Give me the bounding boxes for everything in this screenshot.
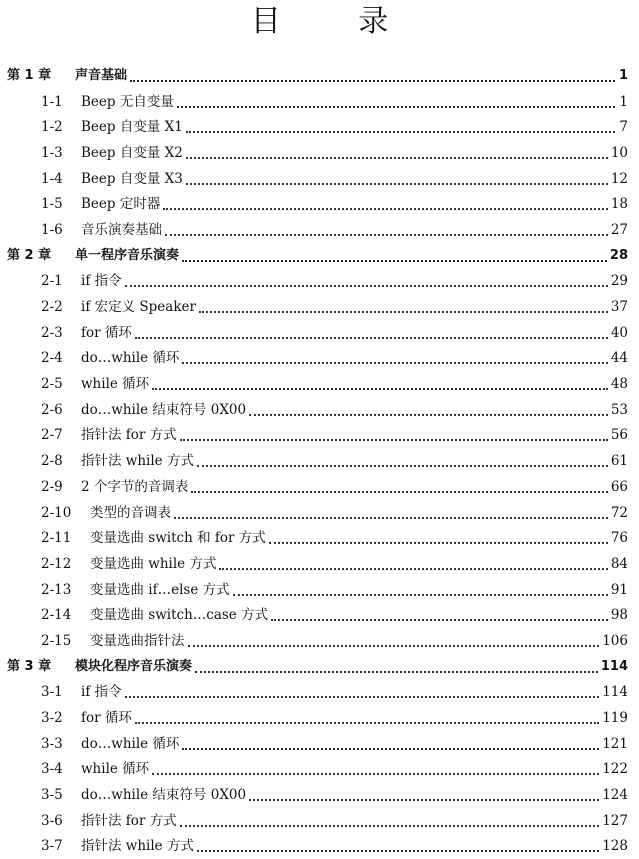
- entry-page-number: 37: [610, 299, 628, 316]
- toc-section-entry[interactable]: [0, 371, 639, 397]
- entry-number: 2-7: [41, 427, 63, 444]
- toc-section-entry[interactable]: [0, 705, 639, 731]
- dot-leader: [197, 465, 608, 467]
- entry-number: 3-6: [41, 812, 63, 829]
- entry-title: if 指令: [81, 684, 122, 701]
- entry-page-number: 61: [610, 453, 628, 470]
- dot-leader: [182, 260, 607, 262]
- toc-section-entry[interactable]: [0, 423, 639, 449]
- toc-section-entry[interactable]: [0, 448, 639, 474]
- entry-number: 2-9: [41, 478, 63, 495]
- entry-number: 3-5: [41, 787, 63, 804]
- dot-leader: [186, 183, 608, 185]
- entry-title: 模块化程序音乐演奏: [75, 658, 193, 674]
- entry-page-number: 1: [619, 93, 628, 110]
- entry-page-number: 72: [610, 504, 628, 521]
- toc-section-entry[interactable]: [0, 577, 639, 603]
- entry-page-number: 127: [602, 812, 628, 829]
- dot-leader: [152, 773, 599, 775]
- entry-page-number: 1: [618, 67, 628, 83]
- dot-leader: [197, 850, 599, 852]
- entry-page-number: 124: [602, 787, 628, 804]
- entry-title: 指针法 for 方式: [81, 427, 177, 444]
- toc-section-entry[interactable]: [0, 500, 639, 526]
- dot-leader: [186, 157, 608, 159]
- entry-page-number: 48: [610, 376, 628, 393]
- dot-leader: [125, 285, 608, 287]
- entry-page-number: 98: [610, 607, 628, 624]
- entry-title: while 循环: [81, 761, 150, 778]
- entry-title: 音乐演奏基础: [81, 221, 162, 238]
- toc-section-entry[interactable]: [0, 602, 639, 628]
- entry-page-number: 40: [610, 324, 628, 341]
- entry-number: 2-6: [41, 401, 63, 418]
- table-of-contents: [0, 63, 639, 859]
- entry-page-number: 18: [610, 196, 628, 213]
- entry-number: 1-1: [41, 93, 63, 110]
- entry-title: do…while 结束符号 0X00: [81, 787, 247, 804]
- entry-title: while 循环: [81, 376, 150, 393]
- entry-number: 2-5: [41, 376, 63, 393]
- entry-number: 第 3 章: [7, 658, 52, 674]
- dot-leader: [249, 799, 599, 801]
- dot-leader: [180, 825, 600, 827]
- entry-title: 指针法 while 方式: [81, 838, 194, 855]
- entry-number: 2-4: [41, 350, 63, 367]
- entry-page-number: 106: [602, 632, 628, 649]
- entry-number: 2-11: [41, 530, 72, 547]
- entry-page-number: 121: [602, 735, 628, 752]
- entry-title: 变量选曲 switch…case 方式: [90, 607, 269, 624]
- toc-section-entry[interactable]: [0, 89, 639, 115]
- entry-page-number: 53: [610, 401, 628, 418]
- entry-page-number: 10: [610, 144, 628, 161]
- toc-chapter-entry[interactable]: [0, 654, 639, 680]
- entry-title: Beep 自变量 X2: [81, 144, 183, 161]
- entry-title: 类型的音调表: [90, 504, 171, 521]
- entry-page-number: 122: [602, 761, 628, 778]
- entry-number: 2-2: [41, 299, 63, 316]
- entry-title: 变量选曲 switch 和 for 方式: [90, 530, 266, 547]
- dot-leader: [182, 362, 607, 364]
- toc-section-entry[interactable]: [0, 191, 639, 217]
- entry-title: Beep 自变量 X1: [81, 119, 183, 136]
- toc-section-entry[interactable]: [0, 808, 639, 834]
- dot-leader: [135, 722, 599, 724]
- dot-leader: [182, 748, 599, 750]
- entry-number: 第 1 章: [7, 67, 52, 83]
- dot-leader: [135, 337, 608, 339]
- entry-number: 1-5: [41, 196, 63, 213]
- dot-leader: [152, 388, 608, 390]
- entry-page-number: 44: [610, 350, 628, 367]
- entry-title: 单一程序音乐演奏: [75, 247, 180, 263]
- entry-number: 3-2: [41, 710, 63, 727]
- entry-page-number: 56: [610, 427, 628, 444]
- entry-title: 变量选曲指针法: [90, 632, 185, 649]
- entry-page-number: 114: [600, 658, 628, 674]
- entry-number: 2-14: [41, 607, 72, 624]
- entry-number: 2-15: [41, 632, 72, 649]
- entry-title: for 循环: [81, 324, 132, 341]
- entry-title: do…while 循环: [81, 735, 180, 752]
- entry-number: 2-8: [41, 453, 63, 470]
- entry-title: Beep 自变量 X3: [81, 170, 183, 187]
- toc-section-entry[interactable]: [0, 114, 639, 140]
- dot-leader: [188, 645, 600, 647]
- dot-leader: [191, 491, 607, 493]
- toc-section-entry[interactable]: [0, 782, 639, 808]
- entry-number: 3-4: [41, 761, 63, 778]
- entry-title: 变量选曲 if…else 方式: [90, 581, 230, 598]
- entry-page-number: 12: [610, 170, 628, 187]
- entry-page-number: 7: [619, 119, 628, 136]
- entry-title: Beep 无自变量: [81, 93, 174, 110]
- entry-page-number: 27: [610, 221, 628, 238]
- entry-number: 2-10: [41, 504, 72, 521]
- toc-chapter-entry[interactable]: [0, 243, 639, 269]
- entry-page-number: 84: [610, 555, 628, 572]
- toc-section-entry[interactable]: [0, 525, 639, 551]
- entry-number: 1-3: [41, 144, 63, 161]
- entry-title: if 宏定义 Speaker: [81, 299, 196, 316]
- entry-number: 2-3: [41, 324, 63, 341]
- page-title: 目 录: [250, 4, 423, 39]
- entry-page-number: 128: [602, 838, 628, 855]
- entry-title: 变量选曲 while 方式: [90, 555, 217, 572]
- entry-page-number: 66: [610, 478, 628, 495]
- dot-leader: [219, 568, 607, 570]
- dot-leader: [180, 439, 608, 441]
- entry-number: 1-4: [41, 170, 63, 187]
- entry-page-number: 76: [610, 530, 628, 547]
- entry-number: 3-3: [41, 735, 63, 752]
- entry-title: Beep 定时器: [81, 196, 161, 213]
- toc-section-entry[interactable]: [0, 217, 639, 243]
- toc-section-entry[interactable]: [0, 397, 639, 423]
- toc-section-entry[interactable]: [0, 834, 639, 859]
- toc-section-entry[interactable]: [0, 551, 639, 577]
- entry-title: 2 个字节的音调表: [81, 478, 189, 495]
- entry-number: 2-1: [41, 273, 63, 290]
- dot-leader: [271, 619, 608, 621]
- entry-page-number: 91: [610, 581, 628, 598]
- toc-section-entry[interactable]: [0, 731, 639, 757]
- dot-leader: [174, 517, 608, 519]
- entry-page-number: 114: [602, 684, 628, 701]
- toc-section-entry[interactable]: [0, 269, 639, 295]
- dot-leader: [177, 106, 615, 108]
- toc-section-entry[interactable]: [0, 294, 639, 320]
- dot-leader: [249, 414, 608, 416]
- entry-title: if 指令: [81, 273, 122, 290]
- dot-leader: [269, 542, 608, 544]
- entry-title: 声音基础: [75, 67, 128, 83]
- entry-title: 指针法 while 方式: [81, 453, 194, 470]
- toc-chapter-entry[interactable]: [0, 63, 639, 89]
- entry-page-number: 119: [602, 710, 628, 727]
- dot-leader: [125, 696, 600, 698]
- toc-section-entry[interactable]: [0, 680, 639, 706]
- dot-leader: [199, 311, 608, 313]
- dot-leader: [186, 131, 615, 133]
- toc-section-entry[interactable]: [0, 140, 639, 166]
- entry-page-number: 29: [610, 273, 628, 290]
- entry-page-number: 28: [609, 247, 628, 263]
- entry-title: do…while 结束符号 0X00: [81, 401, 247, 418]
- toc-section-entry[interactable]: [0, 757, 639, 783]
- dot-leader: [195, 671, 598, 673]
- toc-section-entry[interactable]: [0, 628, 639, 654]
- entry-title: 指针法 for 方式: [81, 812, 177, 829]
- entry-title: for 循环: [81, 710, 132, 727]
- entry-number: 1-2: [41, 119, 63, 136]
- toc-section-entry[interactable]: [0, 320, 639, 346]
- entry-number: 1-6: [41, 221, 63, 238]
- entry-title: do…while 循环: [81, 350, 180, 367]
- entry-number: 3-7: [41, 838, 63, 855]
- entry-number: 2-13: [41, 581, 72, 598]
- entry-number: 3-1: [41, 684, 63, 701]
- dot-leader: [233, 594, 608, 596]
- toc-section-entry[interactable]: [0, 474, 639, 500]
- entry-number: 第 2 章: [7, 247, 52, 263]
- dot-leader: [163, 208, 607, 210]
- toc-section-entry[interactable]: [0, 346, 639, 372]
- dot-leader: [165, 234, 608, 236]
- toc-section-entry[interactable]: [0, 166, 639, 192]
- dot-leader: [130, 80, 615, 82]
- entry-number: 2-12: [41, 555, 72, 572]
